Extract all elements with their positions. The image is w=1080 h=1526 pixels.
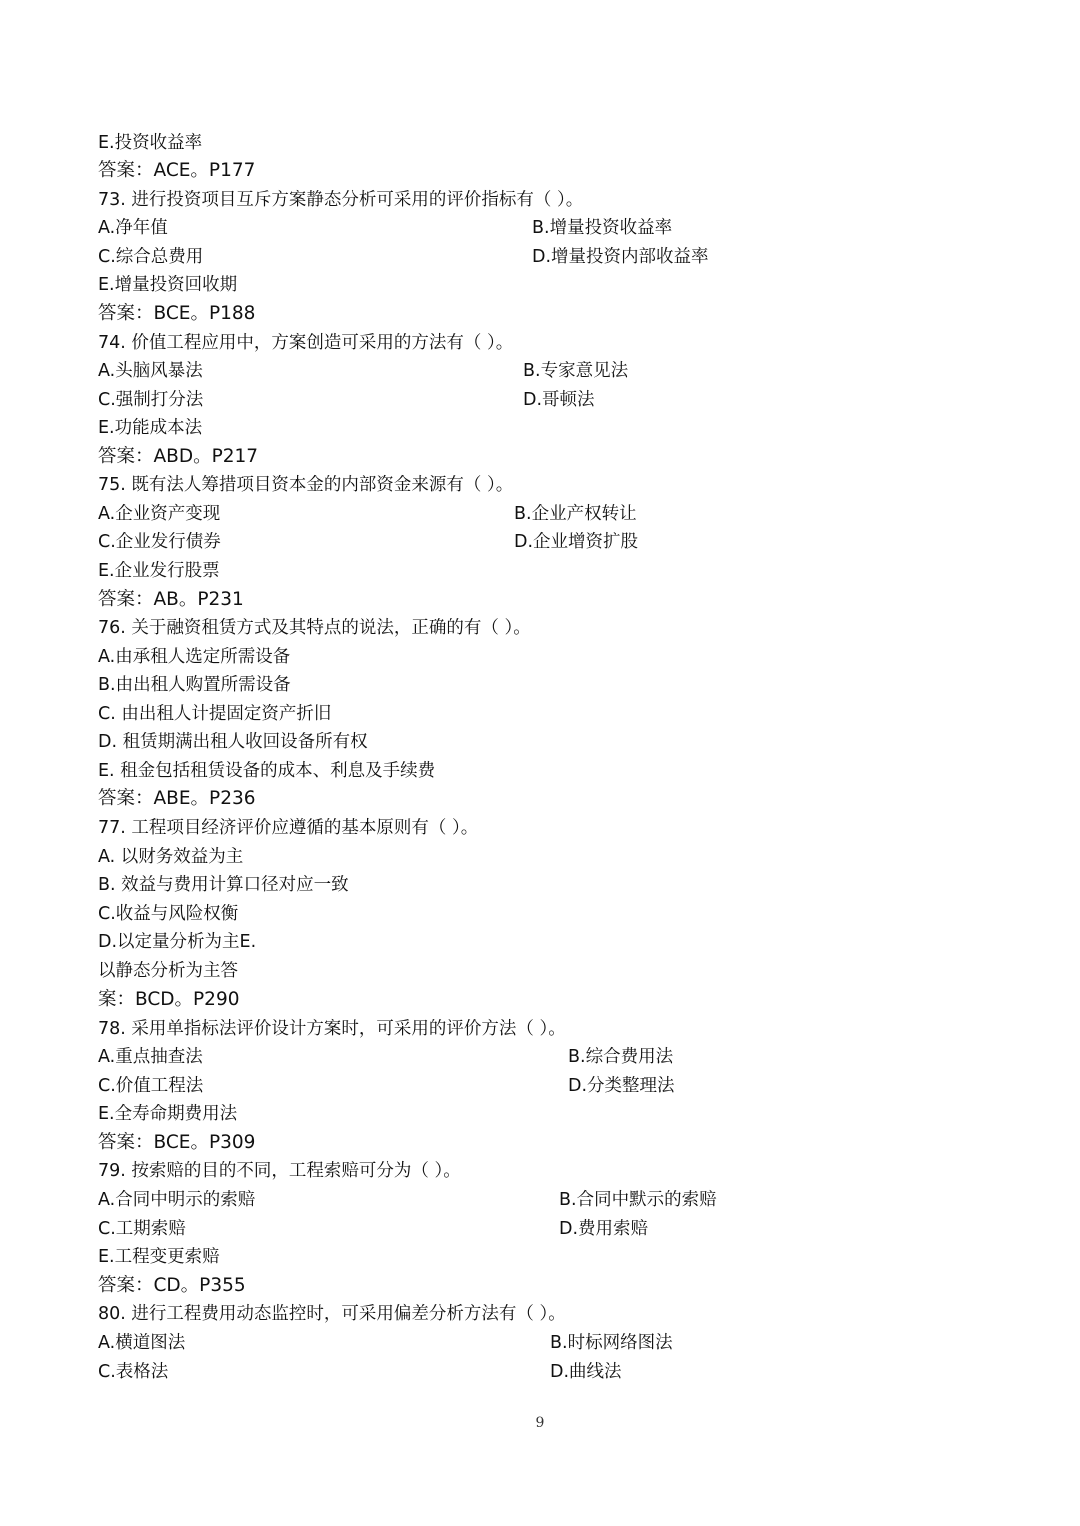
option-b-80: B.时标网络图法: [550, 1333, 673, 1353]
option-a-77: A. 以财务效益为主: [98, 847, 244, 867]
option-b-76: B.由出租人购置所需设备: [98, 675, 291, 695]
answer-73: 答案：BCE。P188: [98, 303, 256, 324]
option-e-78: E.全寿命期费用法: [98, 1104, 238, 1124]
option-b-77: B. 效益与费用计算口径对应一致: [98, 875, 349, 895]
option-d-80: D.曲线法: [550, 1362, 622, 1382]
option-a-73: A.净年值: [98, 218, 168, 238]
option-a-80: A.横道图法: [98, 1333, 186, 1353]
option-b-73: B.增量投资收益率: [532, 218, 673, 238]
option-d-76: D. 租赁期满出租人收回设备所有权: [98, 732, 368, 752]
option-e-76: E. 租金包括租赁设备的成本、利息及手续费: [98, 761, 436, 781]
option-d-77: D.以定量分析为主E.: [98, 932, 257, 952]
option-a-79: A.合同中明示的索赔: [98, 1190, 256, 1210]
option-c-75: C.企业发行债券: [98, 532, 221, 552]
option-d-73: D.增量投资内部收益率: [532, 247, 709, 267]
answer-75: 答案：AB。P231: [98, 589, 244, 610]
question-76: 76. 关于融资租赁方式及其特点的说法，正确的有（ ）。: [98, 618, 531, 638]
question-74: 74. 价值工程应用中，方案创造可采用的方法有（ ）。: [98, 333, 514, 353]
option-e-73: E.增量投资回收期: [98, 275, 238, 295]
option-b-74: B.专家意见法: [523, 361, 629, 381]
answer-78: 答案：BCE。P309: [98, 1132, 256, 1153]
option-e-74: E.功能成本法: [98, 418, 203, 438]
option-c-80: C.表格法: [98, 1362, 169, 1382]
option-d-75: D.企业增资扩股: [514, 532, 639, 552]
option-c-76: C. 由出租人计提固定资产折旧: [98, 704, 332, 724]
question-78: 78. 采用单指标法评价设计方案时，可采用的评价方法（ ）。: [98, 1019, 566, 1039]
question-77: 77. 工程项目经济评价应遵循的基本原则有（ ）。: [98, 818, 479, 838]
answer-76: 答案：ABE。P236: [98, 788, 256, 809]
option-c-74: C.强制打分法: [98, 390, 204, 410]
option-e-79: E.工程变更索赔: [98, 1247, 220, 1267]
option-d-78: D.分类整理法: [568, 1076, 675, 1096]
option-b-75: B.企业产权转让: [514, 504, 637, 524]
option-d-74: D.哥顿法: [523, 390, 595, 410]
option-e-77: 以静态分析为主答: [98, 961, 238, 981]
option-a-78: A.重点抽查法: [98, 1047, 203, 1067]
answer-72: 答案：ACE。P177: [98, 160, 256, 181]
option-a-76: A.由承租人选定所需设备: [98, 647, 291, 667]
option-c-78: C.价值工程法: [98, 1076, 204, 1096]
answer-77: 案：BCD。P290: [98, 989, 240, 1010]
answer-74: 答案：ABD。P217: [98, 446, 259, 467]
option-e-75: E.企业发行股票: [98, 561, 220, 581]
option-b-78: B.综合费用法: [568, 1047, 674, 1067]
option-c-77: C.收益与风险权衡: [98, 904, 239, 924]
option-d-79: D.费用索赔: [559, 1219, 649, 1239]
page-number: 9: [535, 1415, 545, 1431]
option-c-79: C.工期索赔: [98, 1219, 186, 1239]
answer-79: 答案：CD。P355: [98, 1275, 246, 1296]
question-75: 75. 既有法人筹措项目资本金的内部资金来源有（ ）。: [98, 475, 514, 495]
option-a-74: A.头脑风暴法: [98, 361, 203, 381]
option-c-73: C.综合总费用: [98, 247, 204, 267]
option-a-75: A.企业资产变现: [98, 504, 221, 524]
question-79: 79. 按索赔的目的不同，工程索赔可分为（ ）。: [98, 1161, 461, 1181]
option-b-79: B.合同中默示的索赔: [559, 1190, 717, 1210]
option-e-72: E.投资收益率: [98, 133, 203, 153]
question-80: 80. 进行工程费用动态监控时，可采用偏差分析方法有（ ）。: [98, 1304, 566, 1324]
question-73: 73. 进行投资项目互斥方案静态分析可采用的评价指标有（ ）。: [98, 190, 584, 210]
